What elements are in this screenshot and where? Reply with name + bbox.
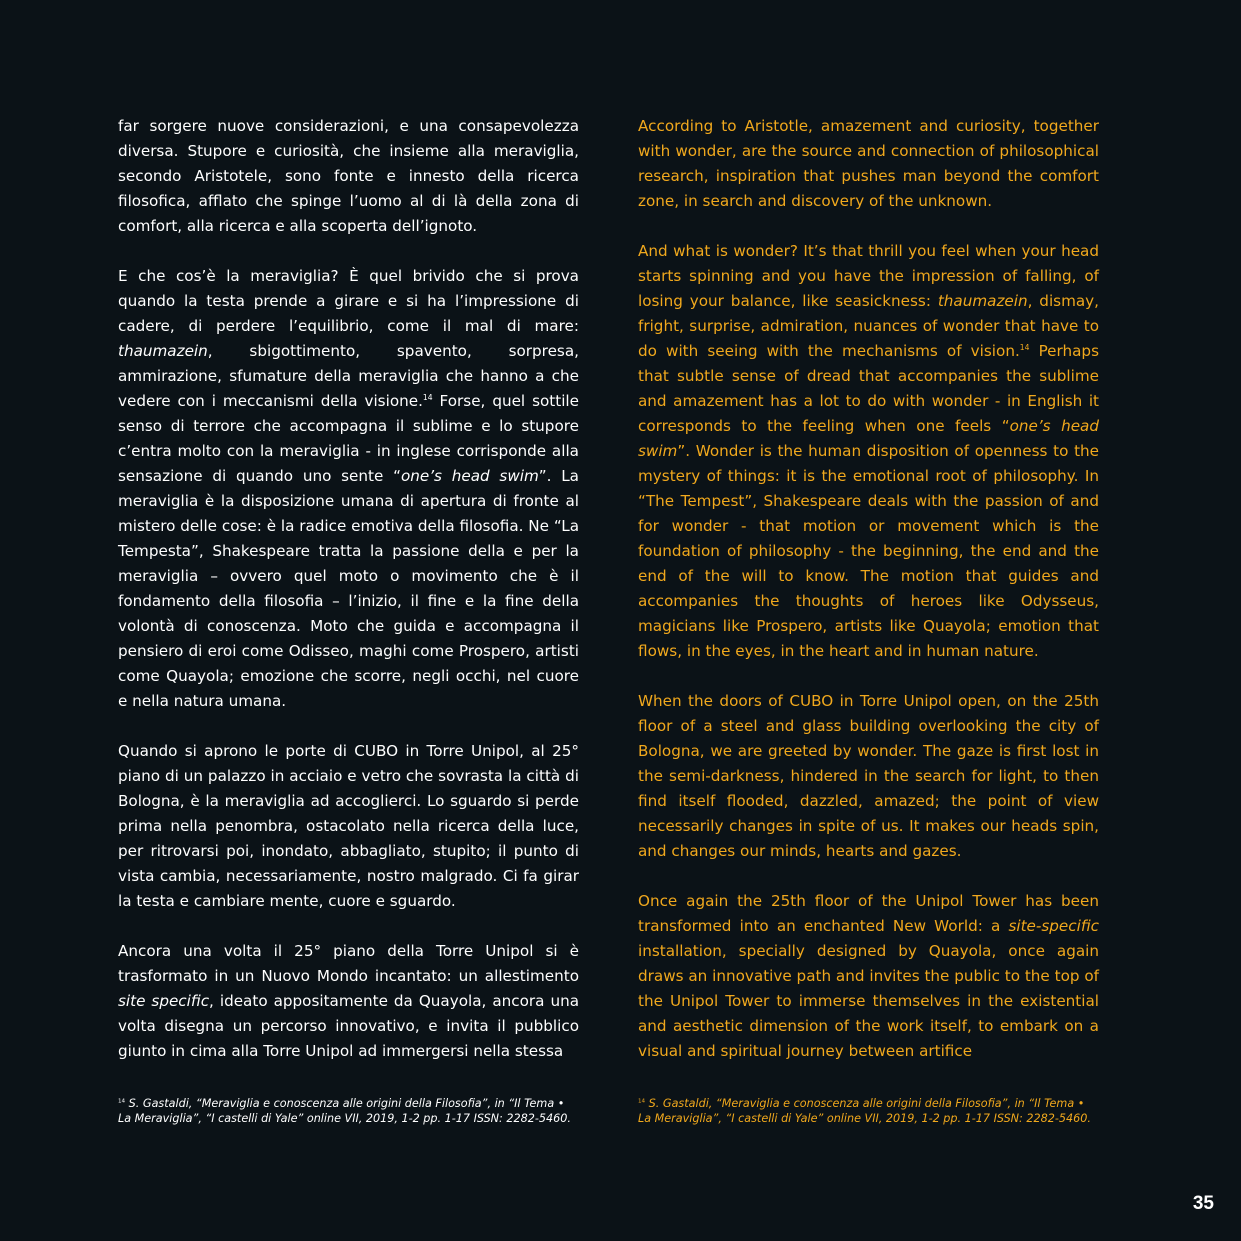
footnote-ref: 14	[1019, 342, 1030, 352]
text-run: Once again the 25th floor of the Unipol Tower has been transformed into an enchanted New World: a	[638, 892, 1099, 935]
text-run: Ancora una volta il 25° piano della Torre Unipol si è trasformato in un Nuovo Mondo incantato: un allestimento	[118, 942, 579, 985]
text-run: installation, specially designed by Quayola, once again draws an innovative path and invites the public to the top of the Unipol Tower to immerse themselves in the existential and aesthetic dimension of the work itself, to embark on a visual and spiritual journey between artifice	[638, 942, 1099, 1060]
text-run: Perhaps that subtle sense of dread that accompanies the sublime and amazement has a lot to do with wonder - in English it corresponds to the feeling when one feels “	[638, 342, 1099, 435]
footnote-text: S. Gastaldi, “Meraviglia e conoscenza alle origini della Filosofia”, in “Il Tema • La Meraviglia”, “I castelli di Yale” online VII, 2019, 1-2 pp. 1-17 ISSN: 2282-5460.	[118, 1097, 571, 1125]
footnote-number: 14	[638, 1098, 646, 1105]
text-run: , ideato appositamente da Quayola, ancora una volta disegna un percorso innovativo, e invita il pubblico giunto in cima alla Torre Unipol ad immergersi nella stessa	[118, 992, 579, 1060]
footnote-text: S. Gastaldi, “Meraviglia e conoscenza alle origini della Filosofia”, in “Il Tema • La Meraviglia”, “I castelli di Yale” online VII, 2019, 1-2 pp. 1-17 ISSN: 2282-5460.	[638, 1097, 1091, 1125]
italian-paragraph-3: Quando si aprono le porte di CUBO in Torre Unipol, al 25° piano di un palazzo in acciaio e vetro che sovrasta la città di Bologna, è la meraviglia ad accoglierci. Lo sguardo si perde prima nella penombra, ostacolato nella ricerca della luce, per ritrovarsi poi, inondato, abbagliato, stupito; il punto di vista cambia, necessariamente, nostro malgrado. Ci fa girar la testa e cambiare mente, cuore e sguardo.	[118, 742, 579, 910]
italian-paragraph-4	[118, 939, 579, 1064]
italian-footnote	[118, 1096, 579, 1126]
english-paragraph-4	[638, 889, 1099, 1064]
english-paragraph-1: According to Aristotle, amazement and curiosity, together with wonder, are the source and connection of philosophical research, inspiration that pushes man beyond the comfort zone, in search and discovery of the unknown.	[638, 117, 1099, 210]
text-run: , sbigottimento, spavento, sorpresa, ammirazione, sfumature della meraviglia che hanno a che vedere con i meccanismi della visione.	[118, 342, 579, 410]
italian-paragraph-2	[118, 264, 579, 714]
english-paragraph-3: When the doors of CUBO in Torre Unipol open, on the 25th floor of a steel and glass building overlooking the city of Bologna, we are greeted by wonder. The gaze is first lost in the semi-darkness, hindered in the search for light, to then find itself flooded, dazzled, amazed; the point of view necessarily changes in spite of us. It makes our heads spin, and changes our minds, hearts and gazes.	[638, 692, 1099, 860]
footnote-number: 14	[118, 1098, 126, 1105]
italic-term: site-specific	[1008, 917, 1099, 935]
italian-text-column	[118, 114, 579, 1089]
english-text-column	[638, 114, 1099, 1089]
italian-paragraph-1: far sorgere nuove considerazioni, e una consapevolezza diversa. Stupore e curiosità, che insieme alla meraviglia, secondo Aristotele, sono fonte e innesto della ricerca filosofica, afflato che spinge l’uomo al di là della zona di comfort, alla ricerca e alla scoperta dell’ignoto.	[118, 117, 579, 235]
text-run: , dismay, fright, surprise, admiration, nuances of wonder that have to do with seeing with the mechanisms of vision.	[638, 292, 1099, 360]
text-run: ”. Wonder is the human disposition of openness to the mystery of things: it is the emotional root of philosophy. In “The Tempest”, Shakespeare deals with the passion of and for wonder - that motion or movement which is the foundation of philosophy - the beginning, the end and the end of the will to know. The motion that guides and accompanies the thoughts of heroes like Odysseus, magicians like Prospero, artists like Quayola; emotion that flows, in the eyes, in the heart and in human nature.	[638, 442, 1099, 660]
italic-term: one’s head swim	[638, 417, 1099, 460]
english-footnote	[638, 1096, 1099, 1126]
page-number: 35	[1192, 1193, 1214, 1214]
footnote-ref: 14	[422, 392, 433, 402]
english-paragraph-2	[638, 239, 1099, 664]
text-run: And what is wonder? It’s that thrill you feel when your head starts spinning and you have the impression of falling, of losing your balance, like seasickness:	[638, 242, 1099, 310]
italic-term: one’s head swim	[400, 467, 539, 485]
italic-term: thaumazein	[937, 292, 1028, 310]
italic-term: site specific	[118, 992, 210, 1010]
text-run: E che cos’è la meraviglia? È quel brivido che si prova quando la testa prende a girare e si ha l’impressione di cadere, di perdere l’equilibrio, come il mal di mare:	[118, 267, 579, 335]
text-run: Forse, quel sottile senso di terrore che accompagna il sublime e lo stupore c’entra molto con la meraviglia - in inglese corrisponde alla sensazione di quando uno sente “	[118, 392, 579, 485]
italic-term: thaumazein	[118, 342, 208, 360]
text-run: ”. La meraviglia è la disposizione umana di apertura di fronte al mistero delle cose: è la radice emotiva della filosofia. Ne “La Tempesta”, Shakespeare tratta la passione della e per la meraviglia – ovvero quel moto o movimento che è il fondamento della filosofia – l’inizio, il fine e la fine della volontà di conoscenza. Moto che guida e accompagna il pensiero di eroi come Odisseo, maghi come Prospero, artisti come Quayola; emozione che scorre, negli occhi, nel cuore e nella natura umana.	[118, 467, 579, 710]
